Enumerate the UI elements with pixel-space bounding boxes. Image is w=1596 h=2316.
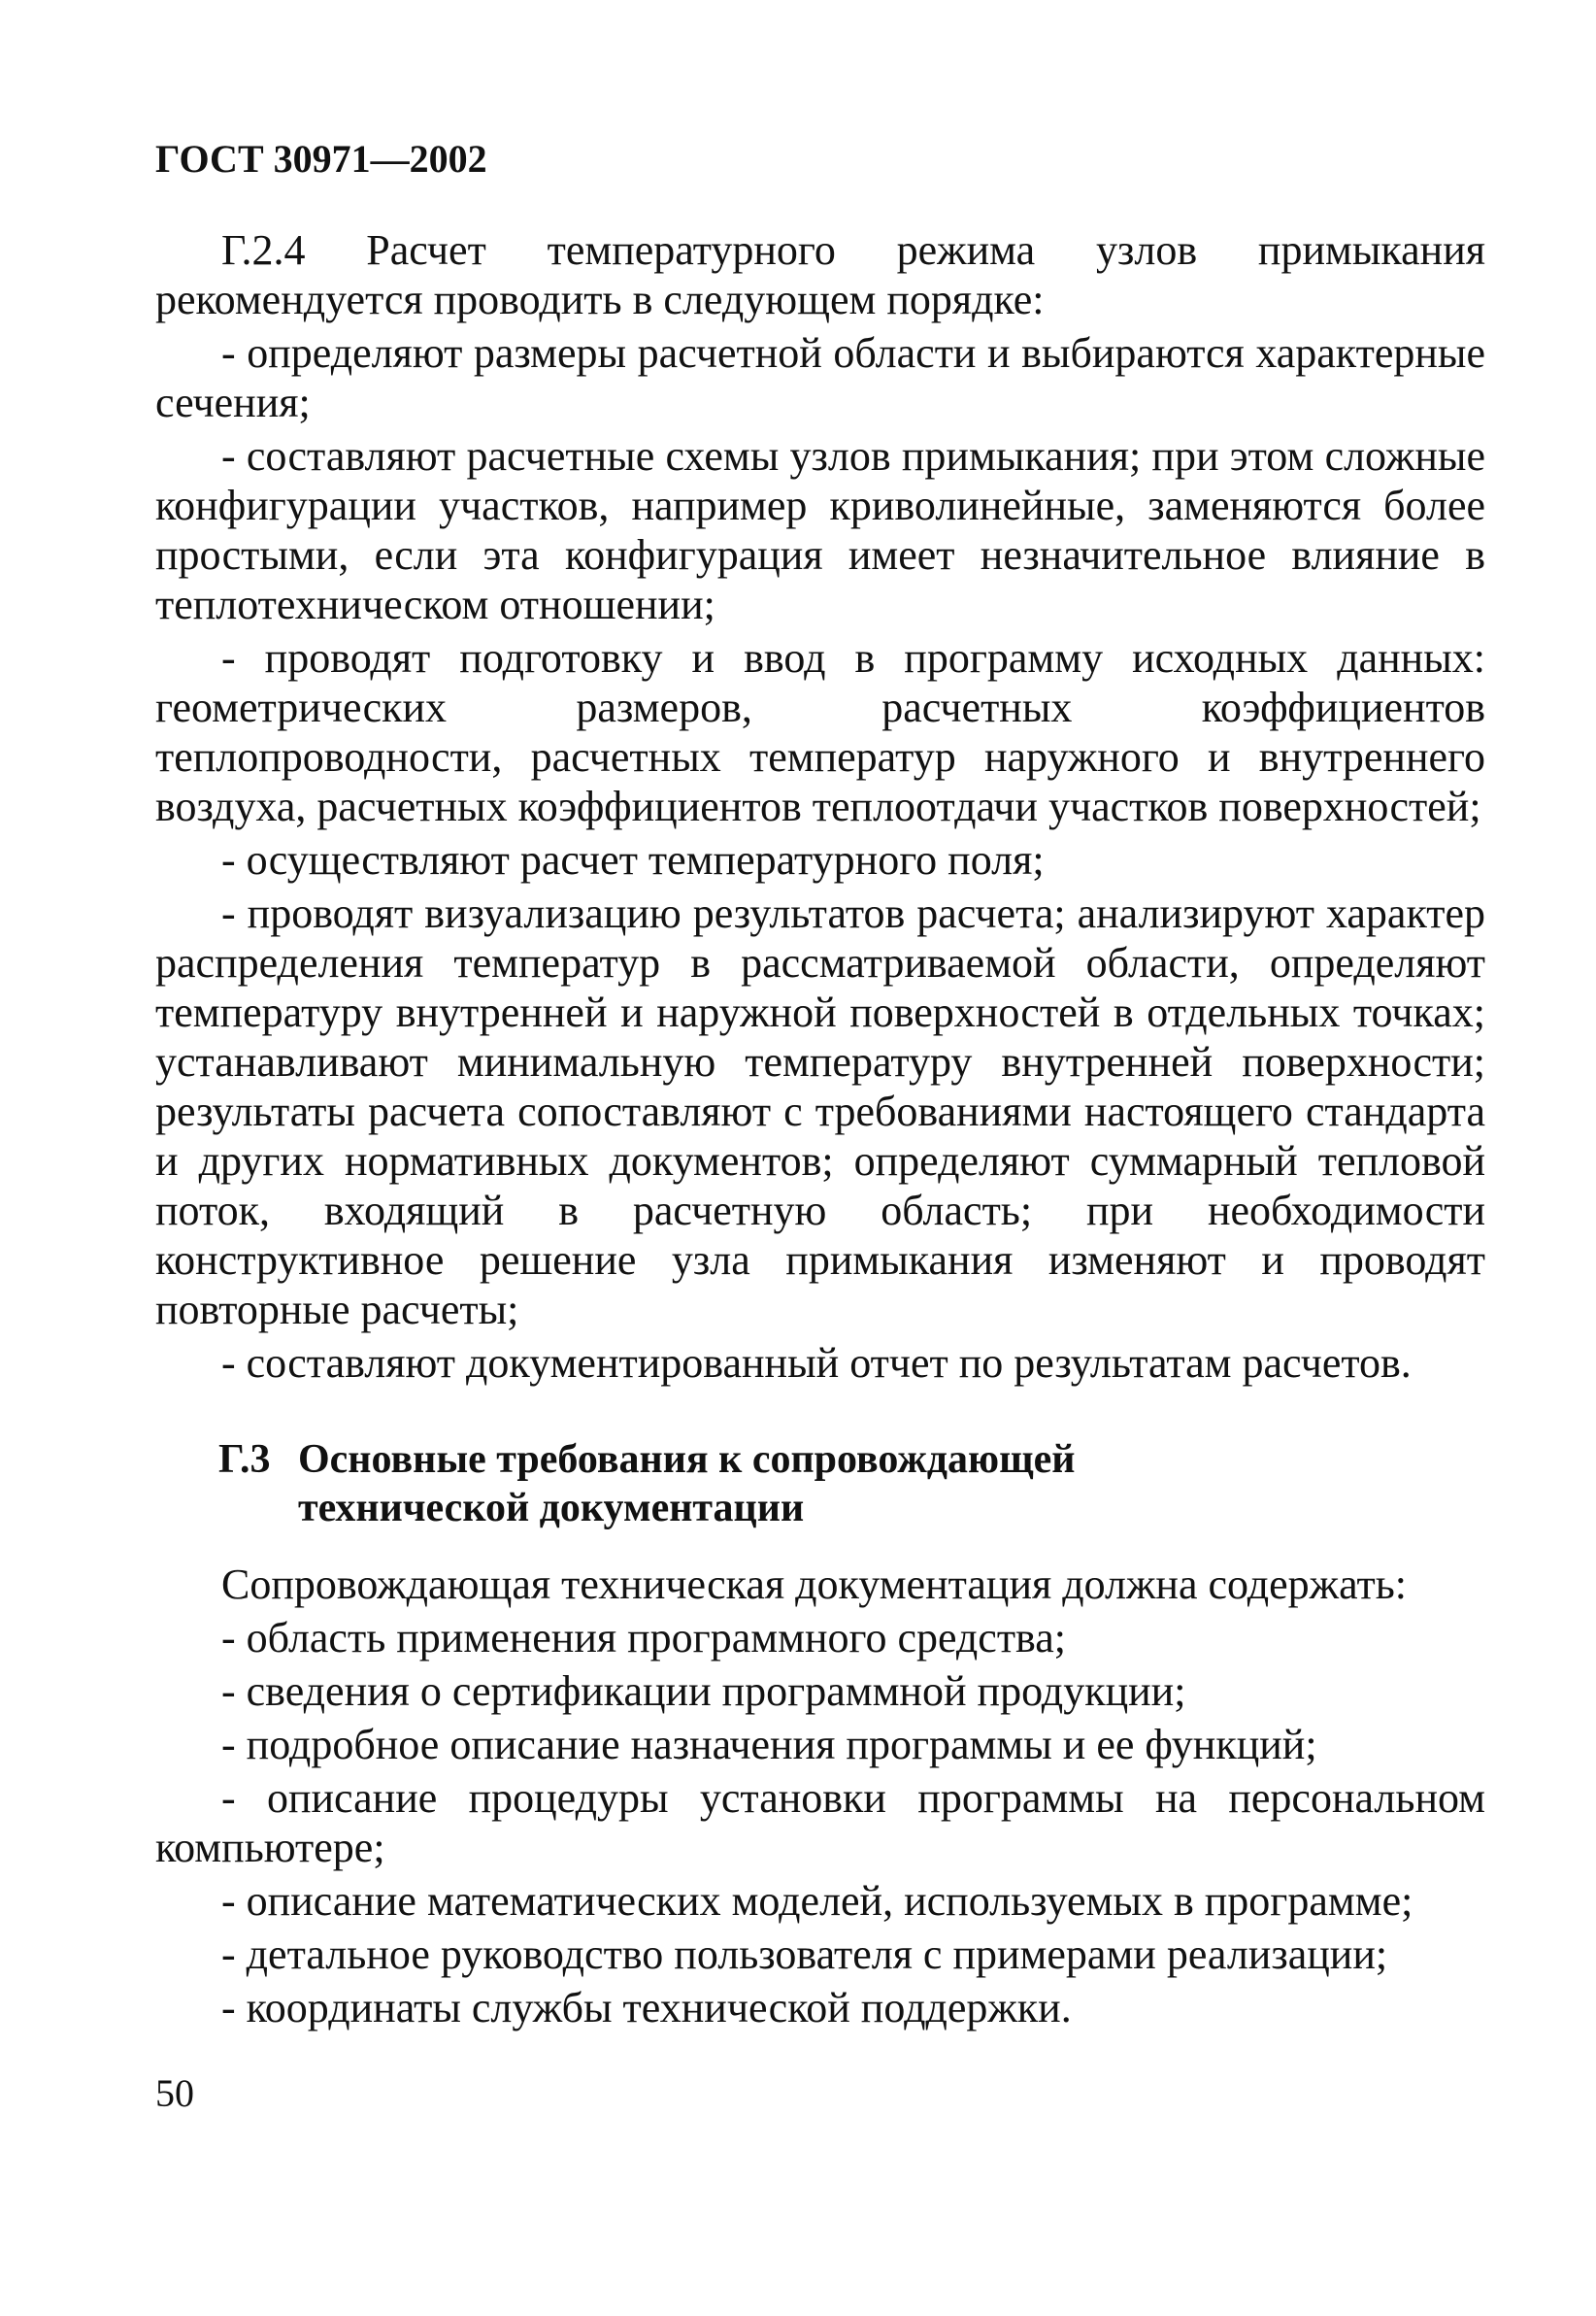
list-item: - область применения программного средства; [221, 1614, 1067, 1661]
section-g3-body [155, 1560, 1485, 2036]
section-g24-intro: Г.2.4 Расчет температурного режима узлов примыкания рекомендуется проводить в следующем порядке: [155, 226, 1485, 323]
list-item: - описание математических моделей, используемых в программе; [221, 1877, 1413, 1925]
list-item: - описание процедуры установки программы на персональном компьютере; [155, 1774, 1485, 1871]
page-number: 50 [155, 2071, 194, 2115]
list-item: - определяют размеры расчетной области и выбираются характерные сечения; [155, 329, 1485, 426]
list-item: - детальное руководство пользователя с примерами реализации; [221, 1930, 1388, 1978]
list-item: - проводят подготовку и ввод в программу исходных данных: геометрических размеров, расчетных коэффициентов теплопроводности, расчетных температур наружного и внутреннего воздуха, расчетных коэффициентов теплоотдачи участков поверхностей; [155, 634, 1485, 830]
list-item: - координаты службы технической поддержки. [221, 1984, 1072, 2031]
list-item: - составляют расчетные схемы узлов примыкания; при этом сложные конфигурации участков, например криволинейные, заменяются более простыми, если эта конфигурация имеет незначительное влияние в теплотехническом отношении; [155, 432, 1485, 628]
standard-header: ГОСТ 30971—2002 [155, 137, 487, 181]
section-g3-intro: Сопровождающая техническая документация должна содержать: [221, 1561, 1407, 1608]
list-item: - осуществляют расчет температурного поля; [221, 836, 1045, 884]
section-number: Г.3 [218, 1437, 271, 1482]
section-g24 [155, 225, 1485, 1392]
list-item: - сведения о сертификации программной продукции; [221, 1667, 1186, 1715]
list-item: - составляют документированный отчет по результатам расчетов. [221, 1339, 1412, 1387]
section-title-line2: технической документации [298, 1486, 805, 1530]
list-item: - проводят визуализацию результатов расчета; анализируют характер распределения температур в рассматриваемой области, определяют температуру внутренней и наружной поверхностей в отдельных точках; устанавливают минимальную температуру внутренней поверхности; результаты расчета сопоставляют с требованиями настоящего стандарта и других нормативных документов; определяют суммарный тепловой поток, входящий в расчетную область; при необходимости конструктивное решение узла примыкания изменяют и проводят повторные расчеты; [155, 889, 1485, 1333]
list-item: - подробное описание назначения программы и ее функций; [221, 1721, 1317, 1768]
section-title-line1: Основные требования к сопровождающей [298, 1437, 1076, 1482]
section-g3-heading [218, 1435, 1480, 1532]
